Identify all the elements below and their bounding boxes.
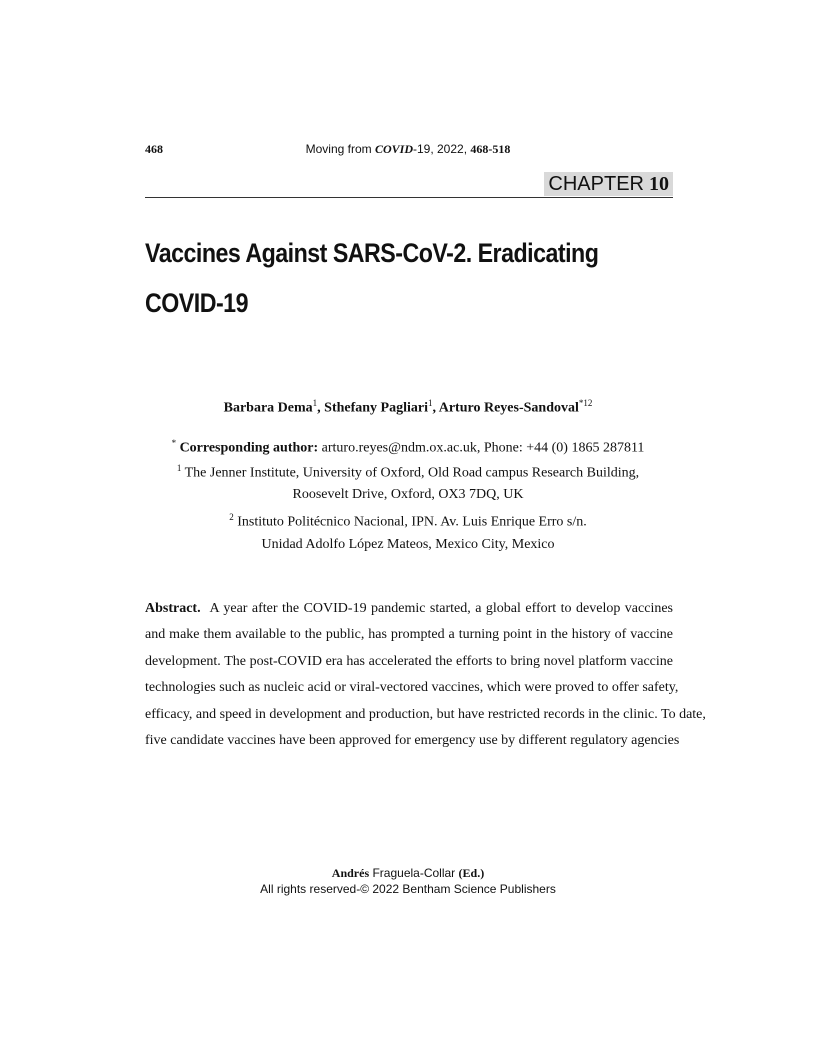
- chapter-title: [145, 228, 627, 328]
- author-affil-marker: *12: [578, 398, 593, 408]
- editor-role: (Ed.): [458, 866, 485, 880]
- abstract-line: five candidate vaccines have been approved for emergency use by different regulatory agencies: [145, 732, 680, 748]
- author-name: Sthefany Pagliari: [324, 400, 428, 416]
- corresponding-contact: arturo.reyes@ndm.ox.ac.uk, Phone: +44 (0) 1865 287811: [318, 440, 645, 456]
- abstract-line: development. The post-COVID era has accelerated the efforts to bring novel platform vaccine: [145, 653, 673, 669]
- footer-rights: All rights reserved-© 2022 Bentham Science Publishers: [260, 882, 556, 896]
- running-head-year: -19, 2022,: [413, 142, 471, 156]
- abstract-label: Abstract.: [145, 601, 201, 616]
- affiliation-2-line-1: [0, 512, 816, 531]
- affiliation-marker: 2: [229, 512, 234, 522]
- corresponding-author: [0, 438, 816, 457]
- chapter-number: 10: [649, 173, 669, 195]
- corresponding-marker: *: [171, 438, 177, 448]
- affiliation-1-line-1: [0, 463, 816, 482]
- chapter-label: CHAPTER: [548, 173, 644, 195]
- author-name: Arturo Reyes-Sandoval: [438, 400, 579, 416]
- corresponding-label: Corresponding author:: [179, 440, 319, 456]
- abstract: [145, 596, 706, 754]
- chapter-label-box: [544, 172, 673, 196]
- editor-last-name: Fraguela-Collar: [369, 866, 459, 880]
- author-affil-marker: 1: [312, 398, 318, 408]
- abstract-line: technologies such as nucleic acid or viral-vectored vaccines, which were proved to offer safety,: [145, 680, 679, 696]
- chapter-title-line-2: COVID-19: [145, 288, 248, 318]
- abstract-line: efficacy, and speed in development and production, but have restricted records in the clinic. To date,: [145, 706, 706, 722]
- author-affil-marker: 1: [428, 398, 433, 408]
- author-separator: ,: [317, 400, 325, 416]
- running-head: [0, 142, 816, 157]
- affiliation-2-line-2: Unidad Adolfo López Mateos, Mexico City, Mexico: [261, 537, 555, 552]
- affiliation-1-line-2: Roosevelt Drive, Oxford, OX3 7DQ, UK: [292, 487, 524, 502]
- running-head-journal: COVID: [374, 142, 413, 156]
- affiliation-text: Instituto Politécnico Nacional, IPN. Av. Luis Enrique Erro s/n.: [233, 514, 587, 530]
- author-separator: ,: [432, 400, 439, 416]
- affiliation-text: The Jenner Institute, University of Oxford, Old Road campus Research Building,: [181, 465, 640, 481]
- author-name: Barbara Dema: [223, 400, 313, 416]
- header-rule: [145, 197, 673, 198]
- running-head-prefix: Moving from: [305, 142, 375, 156]
- affiliation-marker: 1: [176, 463, 182, 473]
- running-head-pages: 468-518: [470, 142, 511, 156]
- editor-first-name: Andrés: [331, 866, 370, 880]
- chapter-title-line-1: Vaccines Against SARS-CoV-2. Eradicating: [145, 238, 599, 268]
- footer-editor: [0, 866, 816, 881]
- abstract-line: [145, 596, 673, 622]
- abstract-line: and make them available to the public, has prompted a turning point in the history of vaccine: [145, 627, 673, 643]
- author-list: [0, 398, 816, 417]
- page-number: 468: [145, 142, 163, 156]
- abstract-text: A year after the COVID-19 pandemic started, a global effort to develop vaccines: [209, 601, 673, 616]
